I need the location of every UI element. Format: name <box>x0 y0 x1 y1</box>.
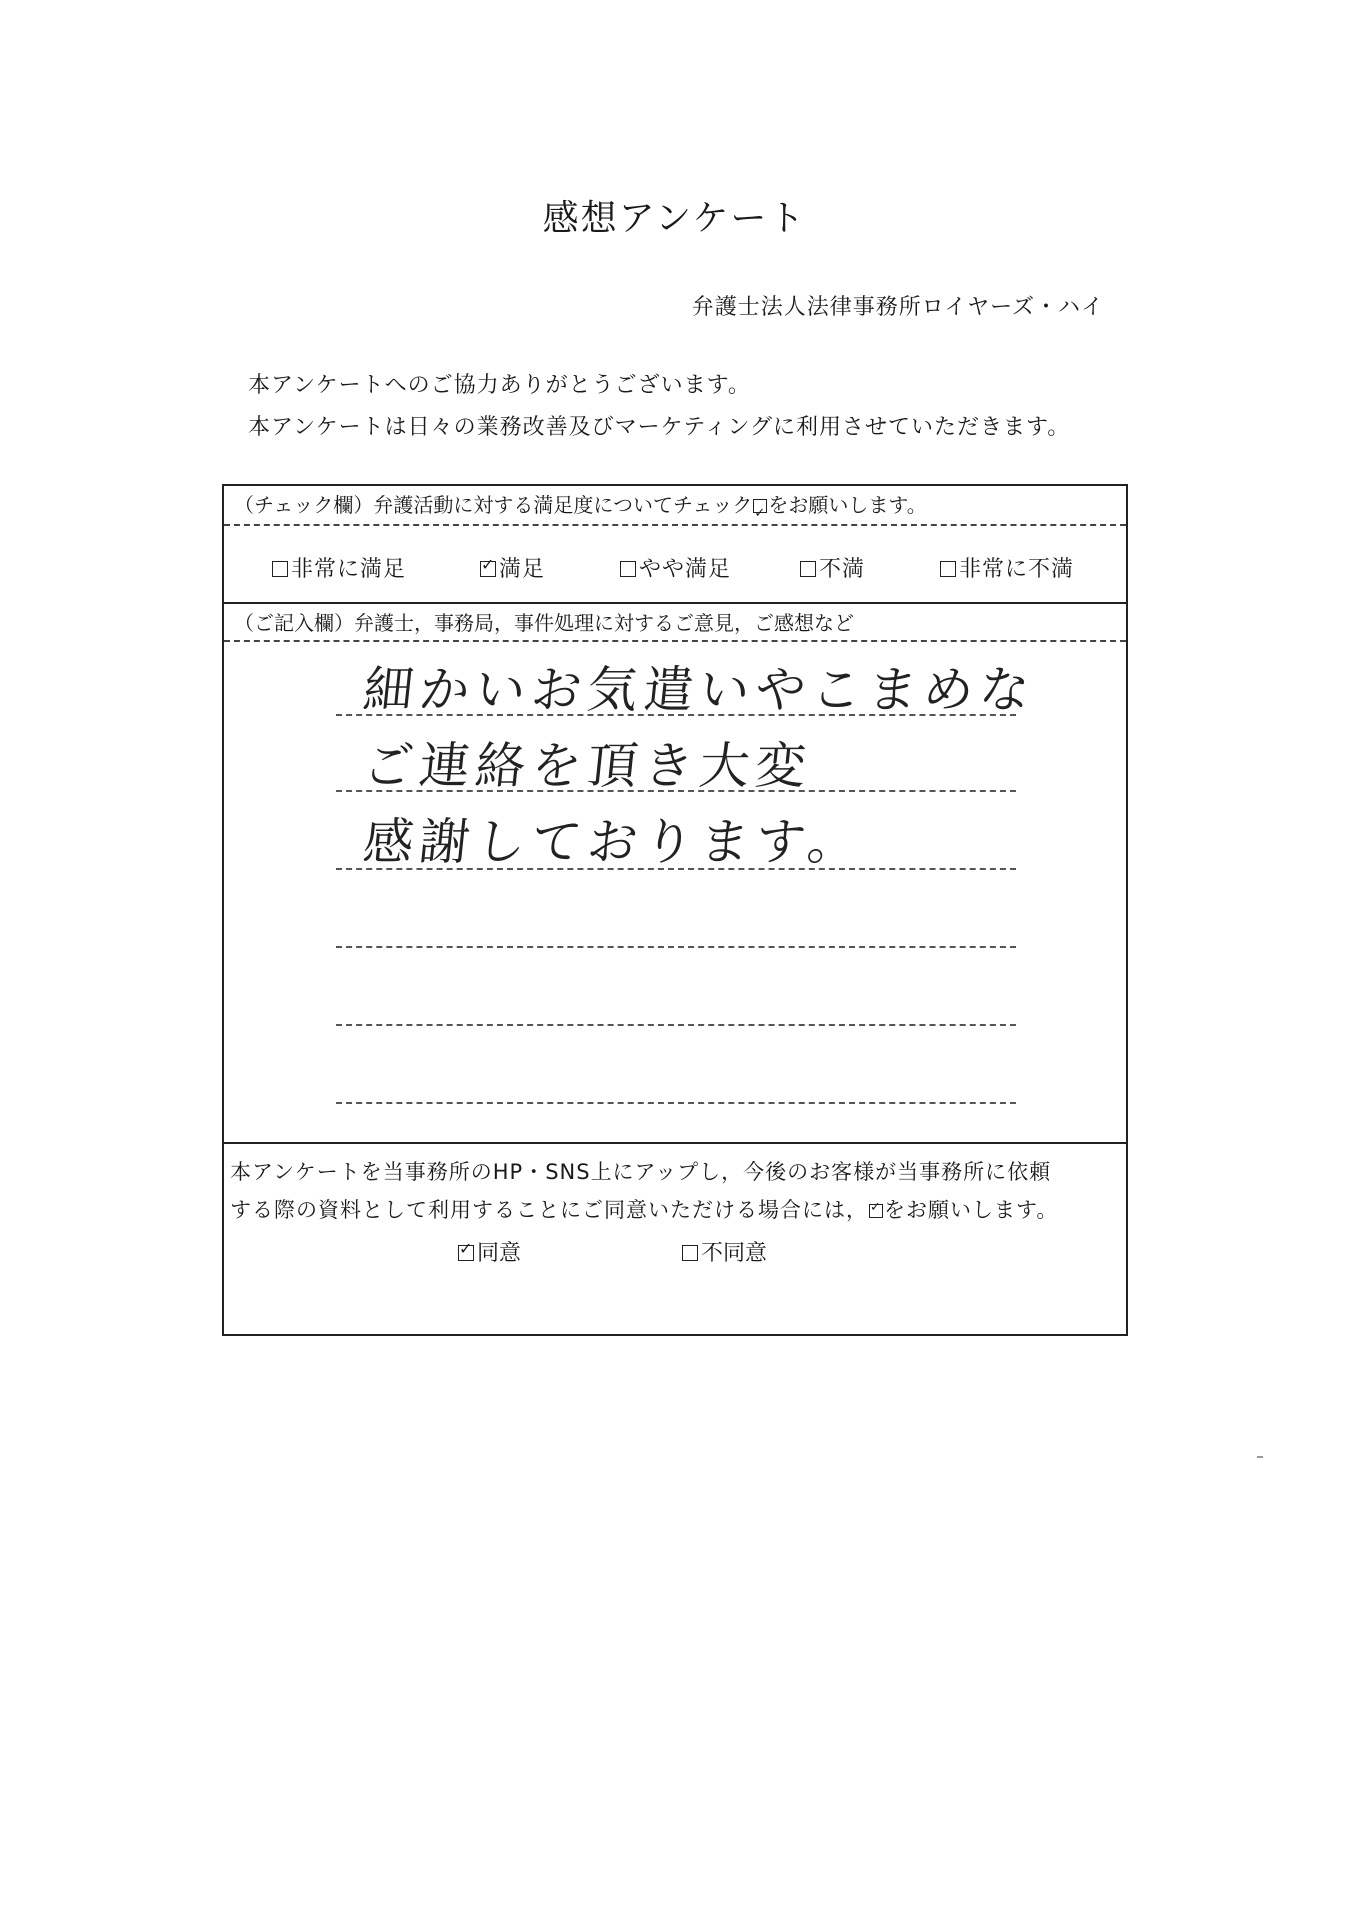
ruled-line <box>336 1024 1016 1026</box>
check-header-suffix: をお願いします。 <box>768 493 927 517</box>
ruled-line <box>336 790 1016 792</box>
check-header-text: （チェック欄）弁護活動に対する満足度についてチェック <box>234 493 753 517</box>
disagree-label: 不同意 <box>701 1241 768 1266</box>
ruled-line <box>336 868 1016 870</box>
check-section-header <box>224 486 1126 526</box>
checkbox-icon[interactable] <box>940 561 956 577</box>
survey-title: 感想アンケート <box>542 198 807 239</box>
consent-section <box>224 1142 1126 1338</box>
consent-text-line-2-end: をお願いします。 <box>884 1198 1059 1222</box>
option-agree[interactable] <box>458 1236 521 1267</box>
option-label: 非常に不満 <box>959 557 1075 582</box>
firm-name: 弁護士法人法律事務所ロイヤーズ・ハイ <box>691 295 1104 320</box>
ruled-line <box>336 946 1016 948</box>
checkbox-icon[interactable] <box>272 561 288 577</box>
option-label: 非常に満足 <box>291 557 407 582</box>
option-satisfied[interactable] <box>480 552 545 583</box>
option-dissatisfied[interactable] <box>800 552 865 583</box>
handwritten-line-1: 細かいお気遣いやこまめな <box>360 661 1039 719</box>
checkbox-icon[interactable] <box>620 561 636 577</box>
option-label: 不満 <box>819 557 866 582</box>
comment-area[interactable] <box>224 642 1126 1142</box>
consent-text-line-1: 本アンケートを当事務所のHP・SNS上にアップし，今後のお客様が当事務所に依頼 <box>230 1160 1052 1184</box>
option-somewhat-satisfied[interactable] <box>620 552 731 583</box>
option-very-satisfied[interactable] <box>272 552 406 583</box>
checkbox-example-icon <box>869 1204 883 1218</box>
option-disagree[interactable] <box>682 1236 767 1267</box>
agree-label: 同意 <box>477 1241 522 1266</box>
intro-line-2: 本アンケートは日々の業務改善及びマーケティングに利用させていただきます。 <box>248 415 1071 440</box>
checkbox-example-icon <box>753 499 767 513</box>
intro-line-1: 本アンケートへのご協力ありがとうございます。 <box>248 373 751 398</box>
ruled-line <box>336 714 1016 716</box>
consent-text-line-2 <box>230 1194 1058 1224</box>
option-label: 満足 <box>499 557 546 582</box>
checkbox-icon[interactable] <box>682 1245 698 1261</box>
option-very-dissatisfied[interactable] <box>940 552 1074 583</box>
checkbox-checked-icon[interactable] <box>458 1245 474 1261</box>
survey-form <box>222 484 1128 1336</box>
checkbox-icon[interactable] <box>800 561 816 577</box>
ruled-line <box>336 1102 1016 1104</box>
checkbox-checked-icon[interactable] <box>480 561 496 577</box>
handwritten-line-3: 感謝しております。 <box>360 813 867 871</box>
option-label: やや満足 <box>639 557 732 582</box>
scan-speck <box>1257 1456 1263 1458</box>
comment-section-header: （ご記入欄）弁護士，事務局，事件処理に対するご意見，ご感想など <box>224 604 1126 642</box>
satisfaction-options <box>224 526 1126 604</box>
handwritten-line-2: ご連絡を頂き大変 <box>360 737 815 795</box>
consent-text-line-2-start: する際の資料として利用することにご同意いただける場合には， <box>230 1198 868 1222</box>
